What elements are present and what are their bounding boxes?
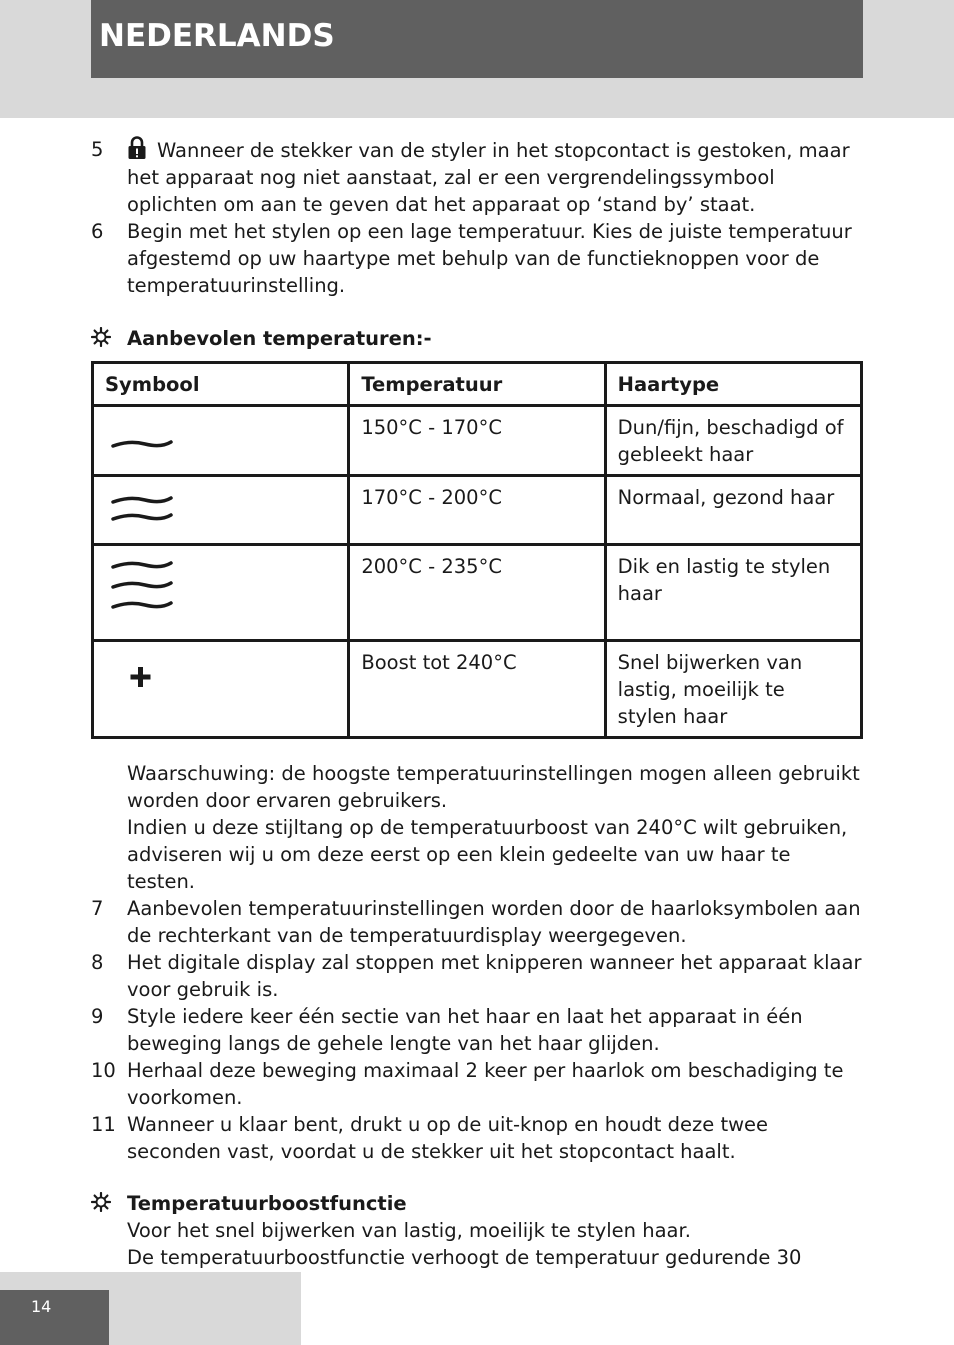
header-bar xyxy=(91,0,863,78)
list-item xyxy=(91,1057,863,1111)
hair-type-cell: Snel bijwerken van lastig, moeilijk te stylen haar xyxy=(605,641,861,738)
temperature-cell: Boost tot 240°C xyxy=(349,641,605,738)
one-wave-icon xyxy=(105,414,175,454)
item-text: Wanneer de stekker van de styler in het stopcontact is gestoken, maar het apparaat nog niet aanstaat, zal er een vergrendelingssymbool oplichten om aan te geven dat het apparaat op ‘stand by’ staat. xyxy=(127,139,850,216)
item-text: Style iedere keer één sectie van het haar en laat het apparaat in één beweging langs de gehele lengte van het haar glijden. xyxy=(127,1005,803,1055)
table-row xyxy=(93,406,862,476)
boost-heading xyxy=(91,1190,863,1217)
temperature-cell: 200°C - 235°C xyxy=(349,545,605,641)
symbol-cell xyxy=(93,545,349,641)
item-text: Wanneer u klaar bent, drukt u op de uit-knop en houdt deze twee seconden vast, voordat u de stekker uit het stopcontact haalt. xyxy=(127,1113,769,1163)
item-number: 10 xyxy=(91,1059,116,1082)
page-title: NEDERLANDS xyxy=(99,18,335,54)
hair-type-cell: Dik en lastig te stylen haar xyxy=(605,545,861,641)
item-number: 6 xyxy=(91,220,104,243)
column-header: Haartype xyxy=(605,363,861,406)
page-number-box xyxy=(0,1290,109,1345)
table-row xyxy=(93,641,862,738)
item-number: 11 xyxy=(91,1113,116,1136)
sun-icon xyxy=(91,1192,127,1216)
list-item xyxy=(91,218,863,299)
symbol-cell xyxy=(93,406,349,476)
table-row xyxy=(93,545,862,641)
column-header: Temperatuur xyxy=(349,363,605,406)
two-waves-icon xyxy=(105,484,175,532)
lock-icon xyxy=(127,136,147,160)
list-item xyxy=(91,949,863,1003)
item-number: 5 xyxy=(91,138,104,161)
item-text: Aanbevolen temperatuurinstellingen worden door de haarloksymbolen aan de rechterkant van de temperatuurdisplay weergegeven. xyxy=(127,897,861,947)
temperature-cell: 170°C - 200°C xyxy=(349,476,605,545)
item-number: 9 xyxy=(91,1005,104,1028)
list-item xyxy=(91,1003,863,1057)
item-text: Het digitale display zal stoppen met knipperen wanneer het apparaat klaar voor gebruik is. xyxy=(127,951,862,1001)
boost-note-text: Indien u deze stijltang op de temperatuurboost van 240°C wilt gebruiken, adviseren wij u om deze eerst op een klein gedeelte van uw haar te testen. xyxy=(127,816,848,893)
symbol-cell xyxy=(93,476,349,545)
boost-line-1: Voor het snel bijwerken van lastig, moeilijk te stylen haar. xyxy=(127,1219,691,1242)
content xyxy=(91,136,863,1271)
item-number: 8 xyxy=(91,951,104,974)
recommended-heading xyxy=(91,325,863,352)
boost-line-2: De temperatuurboostfunctie verhoogt de temperatuur gedurende 30 xyxy=(127,1246,802,1269)
warning-text: Waarschuwing: de hoogste temperatuurinstellingen mogen alleen gebruikt worden door ervaren gebruikers. xyxy=(127,762,860,812)
symbol-cell xyxy=(93,641,349,738)
plus-icon xyxy=(105,649,175,689)
recommended-heading-text: Aanbevolen temperaturen:- xyxy=(127,327,432,350)
column-header: Symbool xyxy=(93,363,349,406)
temperature-cell: 150°C - 170°C xyxy=(349,406,605,476)
list-item xyxy=(91,136,863,218)
hair-type-cell: Dun/fijn, beschadigd of gebleekt haar xyxy=(605,406,861,476)
item-text: Begin met het stylen op een lage temperatuur. Kies de juiste temperatuur afgestemd op uw haartype met behulp van de functieknoppen voor de temperatuurinstelling. xyxy=(127,220,852,297)
table-row xyxy=(93,476,862,545)
hair-type-cell: Normaal, gezond haar xyxy=(605,476,861,545)
list-item xyxy=(91,1111,863,1165)
table-header-row xyxy=(93,363,862,406)
boost-heading-text: Temperatuurboostfunctie xyxy=(127,1192,407,1215)
list-item xyxy=(91,895,863,949)
temperature-table xyxy=(91,361,863,739)
item-number: 7 xyxy=(91,897,104,920)
item-text: Herhaal deze beweging maximaal 2 keer per haarlok om beschadiging te voorkomen. xyxy=(127,1059,844,1109)
three-waves-icon xyxy=(105,553,175,621)
sun-icon xyxy=(91,327,127,351)
page-number: 14 xyxy=(31,1297,52,1316)
